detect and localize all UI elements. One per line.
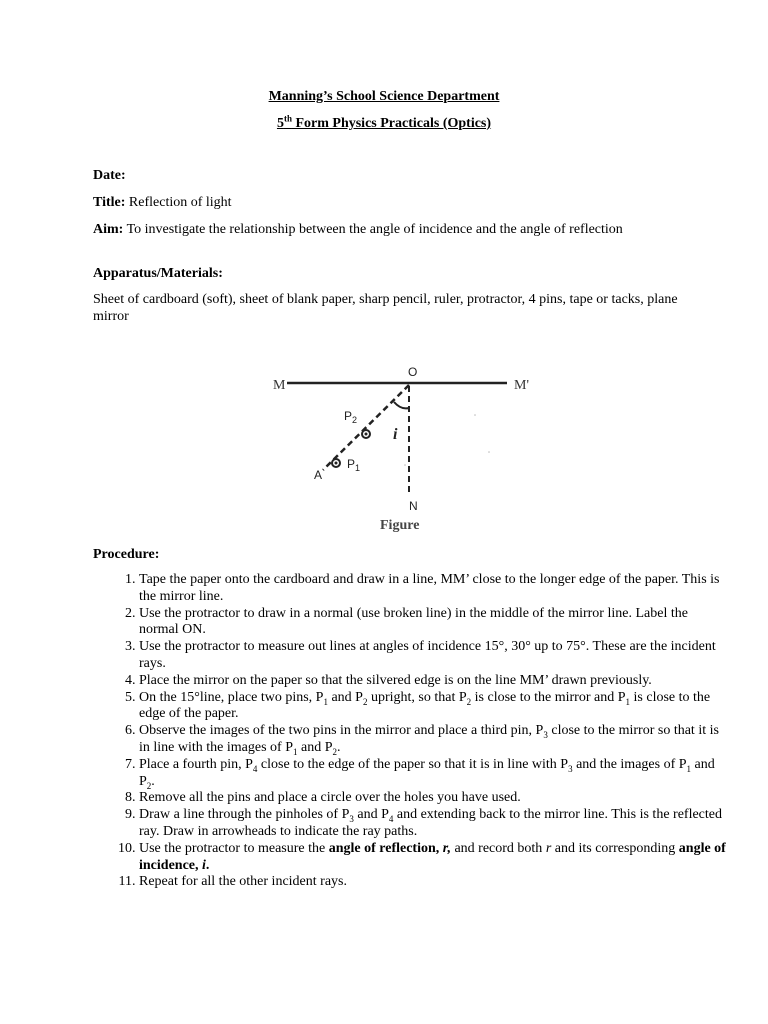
title-label: Title: (93, 195, 126, 210)
label-m: M (273, 378, 286, 393)
angle-arc (394, 402, 409, 408)
apparatus-label: Apparatus/Materials: (93, 266, 223, 281)
step-subscript: 1 (625, 696, 631, 707)
step-text: and P (297, 739, 333, 755)
step-italic: r (545, 840, 552, 856)
label-n: N (409, 499, 418, 513)
step-text: . (151, 773, 155, 789)
step-emphasis: . (205, 857, 210, 873)
label-p2 (344, 409, 357, 425)
step-text: and the images of P (572, 756, 687, 772)
step-text: close to the edge of the paper so that it is in line with P (257, 756, 569, 772)
step-text: and its corresponding (551, 840, 679, 856)
label-p1-letter: P (347, 457, 356, 471)
step-subscript: 3 (349, 813, 354, 824)
step-emphasis-italic: i (202, 857, 206, 873)
label-p1-subscript: 1 (355, 463, 361, 473)
pin-p1-center (335, 462, 338, 465)
paper-speck (404, 464, 406, 466)
title-line (93, 194, 683, 211)
procedure-step: 4. Place the mirror on the paper so that the silvered edge is on the line MM’ drawn previously. (139, 673, 729, 690)
aim-line (93, 221, 683, 238)
figure-caption: Figure (380, 518, 420, 533)
label-p2-letter: P (344, 409, 353, 423)
label-i: i (393, 426, 398, 443)
form-number-suffix: th (283, 113, 292, 124)
step-subscript: 4 (388, 813, 394, 824)
step-subscript: 2 (362, 696, 368, 707)
step-text: is close to the mirror and P (471, 689, 626, 705)
step-emphasis-italic: r, (442, 840, 451, 856)
procedure-step (139, 723, 729, 757)
step-subscript: 1 (323, 696, 328, 707)
label-m-prime: M' (514, 378, 529, 393)
label-o: O (408, 365, 418, 379)
step-subscript: 2 (332, 746, 337, 757)
step-text: and extending back to the mirror line. This is the reflected ray. Draw in arrowheads to indicate the ray paths. (139, 807, 722, 839)
paper-speck (474, 414, 476, 416)
label-a: A (314, 468, 323, 482)
step-subscript: 2 (146, 780, 152, 791)
practical-heading (0, 113, 768, 132)
procedure-label: Procedure: (93, 547, 160, 562)
step-text: upright, so that P (367, 689, 467, 705)
procedure-step (139, 807, 729, 841)
step-text: Observe the images of the two pins in the mirror and place a third pin, P (139, 723, 544, 739)
procedure-step: 3. Use the protractor to measure out lines at angles of incidence 15°, 30° up to 75°. These are the incident rays. (139, 639, 729, 673)
procedure-step (139, 690, 729, 724)
step-text: On the 15°line, place two pins, P (139, 689, 324, 705)
pin-p2-center (365, 433, 368, 436)
step-subscript: 2 (466, 696, 472, 707)
step-text: Draw a line through the pinholes of P (139, 807, 350, 823)
reflection-diagram (263, 360, 538, 535)
step-text: and P (139, 756, 715, 789)
step-emphasis: angle of incidence, (139, 840, 726, 873)
step-subscript: 3 (543, 729, 548, 740)
step-text: close to the mirror so that it is in line with the images of P (139, 723, 719, 755)
step-subscript: 3 (568, 763, 573, 774)
step-subscript: 1 (292, 746, 298, 757)
procedure-step (139, 757, 729, 791)
procedure-step (139, 841, 729, 875)
paper-speck (488, 451, 490, 453)
step-emphasis: angle of reflection, (328, 840, 443, 856)
procedure-step: 8. Remove all the pins and place a circle over the holes you have used. (139, 790, 729, 807)
procedure-step: 11. Repeat for all the other incident rays. (139, 874, 729, 891)
practical-heading-text: Form Physics Practicals (Optics) (291, 116, 492, 131)
procedure-steps (93, 572, 729, 891)
label-p2-subscript: 2 (352, 415, 358, 425)
step-text: and record both (450, 840, 546, 856)
step-text: is close to the edge of the paper. (139, 689, 711, 722)
form-number: 5 (276, 116, 284, 131)
title-value: Reflection of light (125, 195, 232, 210)
apparatus-list: Sheet of cardboard (soft), sheet of blank paper, sharp pencil, ruler, protractor, 4 pins, tape or tacks, plane mirror (93, 292, 678, 324)
step-text: . (336, 739, 341, 755)
school-heading: Manning’s School Science Department (268, 89, 500, 104)
step-text: Place a fourth pin, P (139, 756, 253, 772)
label-p1 (347, 457, 360, 473)
date-label: Date: (93, 168, 126, 183)
procedure-step: 1. Tape the paper onto the cardboard and draw in a line, MM’ close to the longer edge of the paper. This is the mirror line. (139, 572, 729, 606)
procedure-step: 2. Use the protractor to draw in a normal (use broken line) in the middle of the mirror line. Label the normal ON. (139, 606, 729, 640)
aim-value: To investigate the relationship between the angle of incidence and the angle of reflection (123, 222, 623, 237)
step-text: and P (327, 689, 363, 705)
step-subscript: 4 (252, 763, 258, 774)
step-text: and P (353, 807, 389, 823)
step-text: Use the protractor to measure the (139, 840, 329, 856)
aim-label: Aim: (93, 222, 124, 237)
step-subscript: 1 (686, 763, 692, 774)
